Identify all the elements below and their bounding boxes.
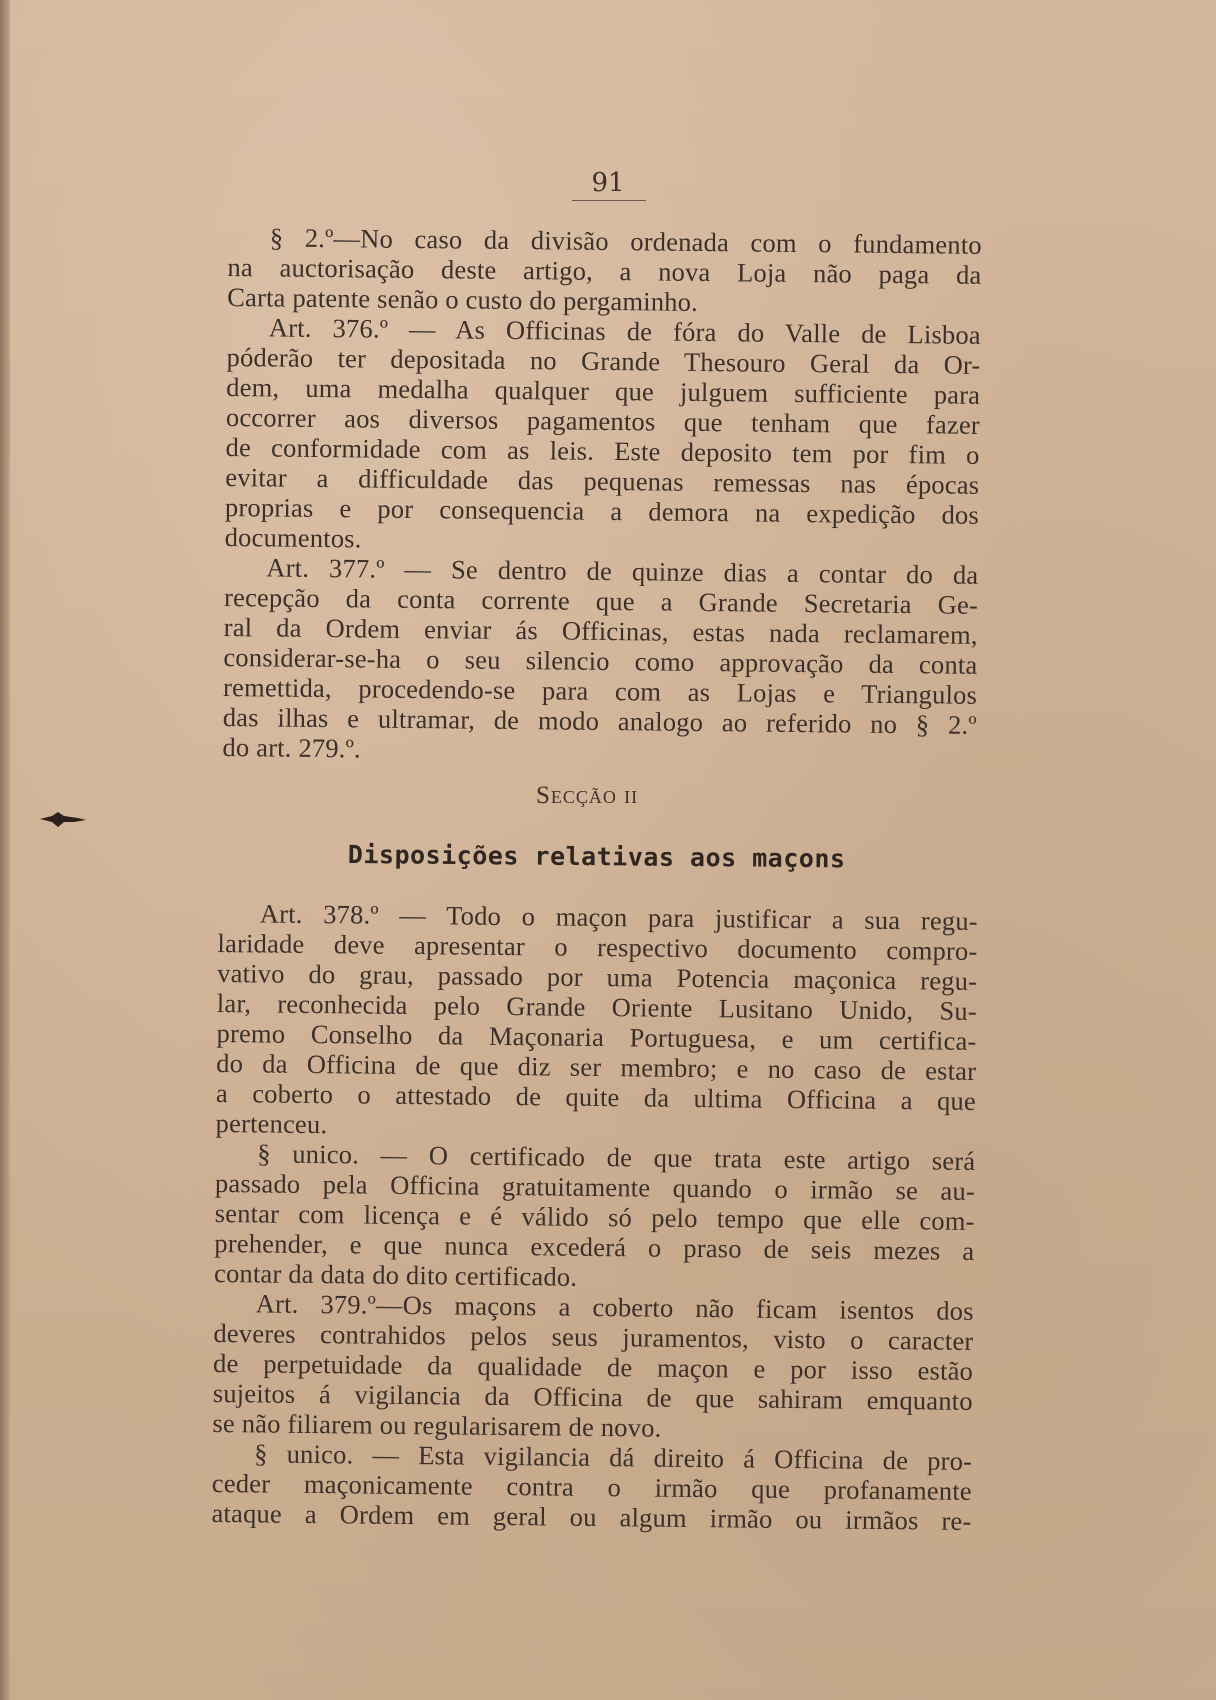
text-line: Carta patente senão o custo do pergaminho. bbox=[227, 281, 699, 317]
text-line: na auctorisação deste artigo, a nova Loja não paga da bbox=[227, 251, 982, 290]
article-block-1 bbox=[222, 222, 982, 770]
text-line: pertenceu. bbox=[215, 1107, 328, 1140]
text-line: passado pela Officina gratuitamente quando o irmão se au- bbox=[214, 1167, 976, 1206]
text-line: Art. 377.º — Se dentro de quinze dias a contar do da bbox=[266, 552, 979, 590]
text-line: ataque a Ordem em geral ou algum irmão ou irmãos re- bbox=[211, 1497, 972, 1536]
text-line: a coberto o attestado de quite da ultima Officina a que bbox=[215, 1077, 977, 1116]
text-line: deveres contrahidos pelos seus juramentos, visto o caracter bbox=[213, 1317, 974, 1356]
text-line: vativo do grau, passado por uma Potencia maçonica regu- bbox=[217, 957, 978, 996]
ink-stain bbox=[38, 810, 88, 828]
text-line: de perpetuidade da qualidade de maçon e por isso estão bbox=[212, 1347, 974, 1386]
text-line: laridade deve apresentar o respectivo documento compro- bbox=[217, 927, 978, 966]
text-line: § unico. — Esta vigilancia dá direito á Officina de pro- bbox=[254, 1438, 973, 1476]
text-line: dem, uma medalha qualquer que julguem sufficiente para bbox=[226, 371, 981, 410]
text-line: das ilhas e ultramar, de modo analogo ao referido no § 2.º bbox=[222, 701, 977, 740]
text-line: de conformidade com as leis. Este deposito tem por fim o bbox=[225, 431, 980, 470]
section-label: Secção ii bbox=[536, 782, 639, 809]
text-line: Art. 379.º—Os maçons a coberto não ficam isentos dos bbox=[255, 1288, 974, 1326]
text-line: evitar a difficuldade das pequenas remessas nas épocas bbox=[225, 461, 980, 500]
text-line: do art. 279.º. bbox=[222, 731, 361, 764]
text-line: contar da data do dito certificado. bbox=[213, 1257, 578, 1292]
text-line: occorrer aos diversos pagamentos que tenham que fazer bbox=[225, 401, 981, 440]
section-heading: Disposições relativas aos maçons bbox=[347, 840, 846, 874]
text-line: lar, reconhecida pelo Grande Oriente Lusitano Unido, Su- bbox=[216, 987, 978, 1026]
page-edge bbox=[0, 0, 10, 1700]
text-line: sujeitos á vigilancia da Officina de que sahiram emquanto bbox=[212, 1377, 973, 1416]
text-line: premo Conselho da Maçonaria Portuguesa, e um certifica- bbox=[216, 1017, 977, 1056]
text-line: do da Officina de que diz ser membro; e no caso de estar bbox=[216, 1047, 977, 1086]
text-line: ceder maçonicamente contra o irmão que profanamente bbox=[211, 1467, 972, 1506]
text-line: Art. 378.º — Todo o maçon para justificar a sua regu- bbox=[259, 898, 978, 936]
text-line: ral da Ordem enviar ás Officinas, estas nada reclamarem, bbox=[223, 611, 978, 650]
text-line: sentar com licença e é válido só pelo tempo que elle com- bbox=[214, 1197, 975, 1236]
article-block-2 bbox=[211, 898, 978, 1536]
text-line: proprias e por consequencia a demora na expedição dos bbox=[224, 491, 980, 530]
page-number-rule bbox=[572, 200, 646, 201]
text-line: § 2.º—No caso da divisão ordenada com o fundamento bbox=[269, 222, 982, 260]
text-line: Art. 376.º — As Officinas de fóra do Valle de Lisboa bbox=[268, 312, 982, 350]
text-line: recepção da conta corrente que a Grande Secretaria Ge- bbox=[223, 581, 979, 620]
text-line: considerar-se-ha o seu silencio como approvação da conta bbox=[223, 641, 978, 680]
page-number: 91 bbox=[591, 168, 625, 198]
text-line: póderão ter depositada no Grande Thesouro Geral da Or- bbox=[226, 341, 981, 380]
text-line: documentos. bbox=[224, 521, 362, 554]
text-line: se não filiarem ou regularisarem de novo. bbox=[212, 1407, 662, 1443]
text-line: remettida, procedendo-se para com as Lojas e Triangulos bbox=[222, 671, 978, 710]
text-line: prehender, e que nunca excederá o praso de seis mezes a bbox=[214, 1227, 975, 1266]
text-line: § unico. — O certificado de que trata este artigo será bbox=[257, 1138, 976, 1176]
